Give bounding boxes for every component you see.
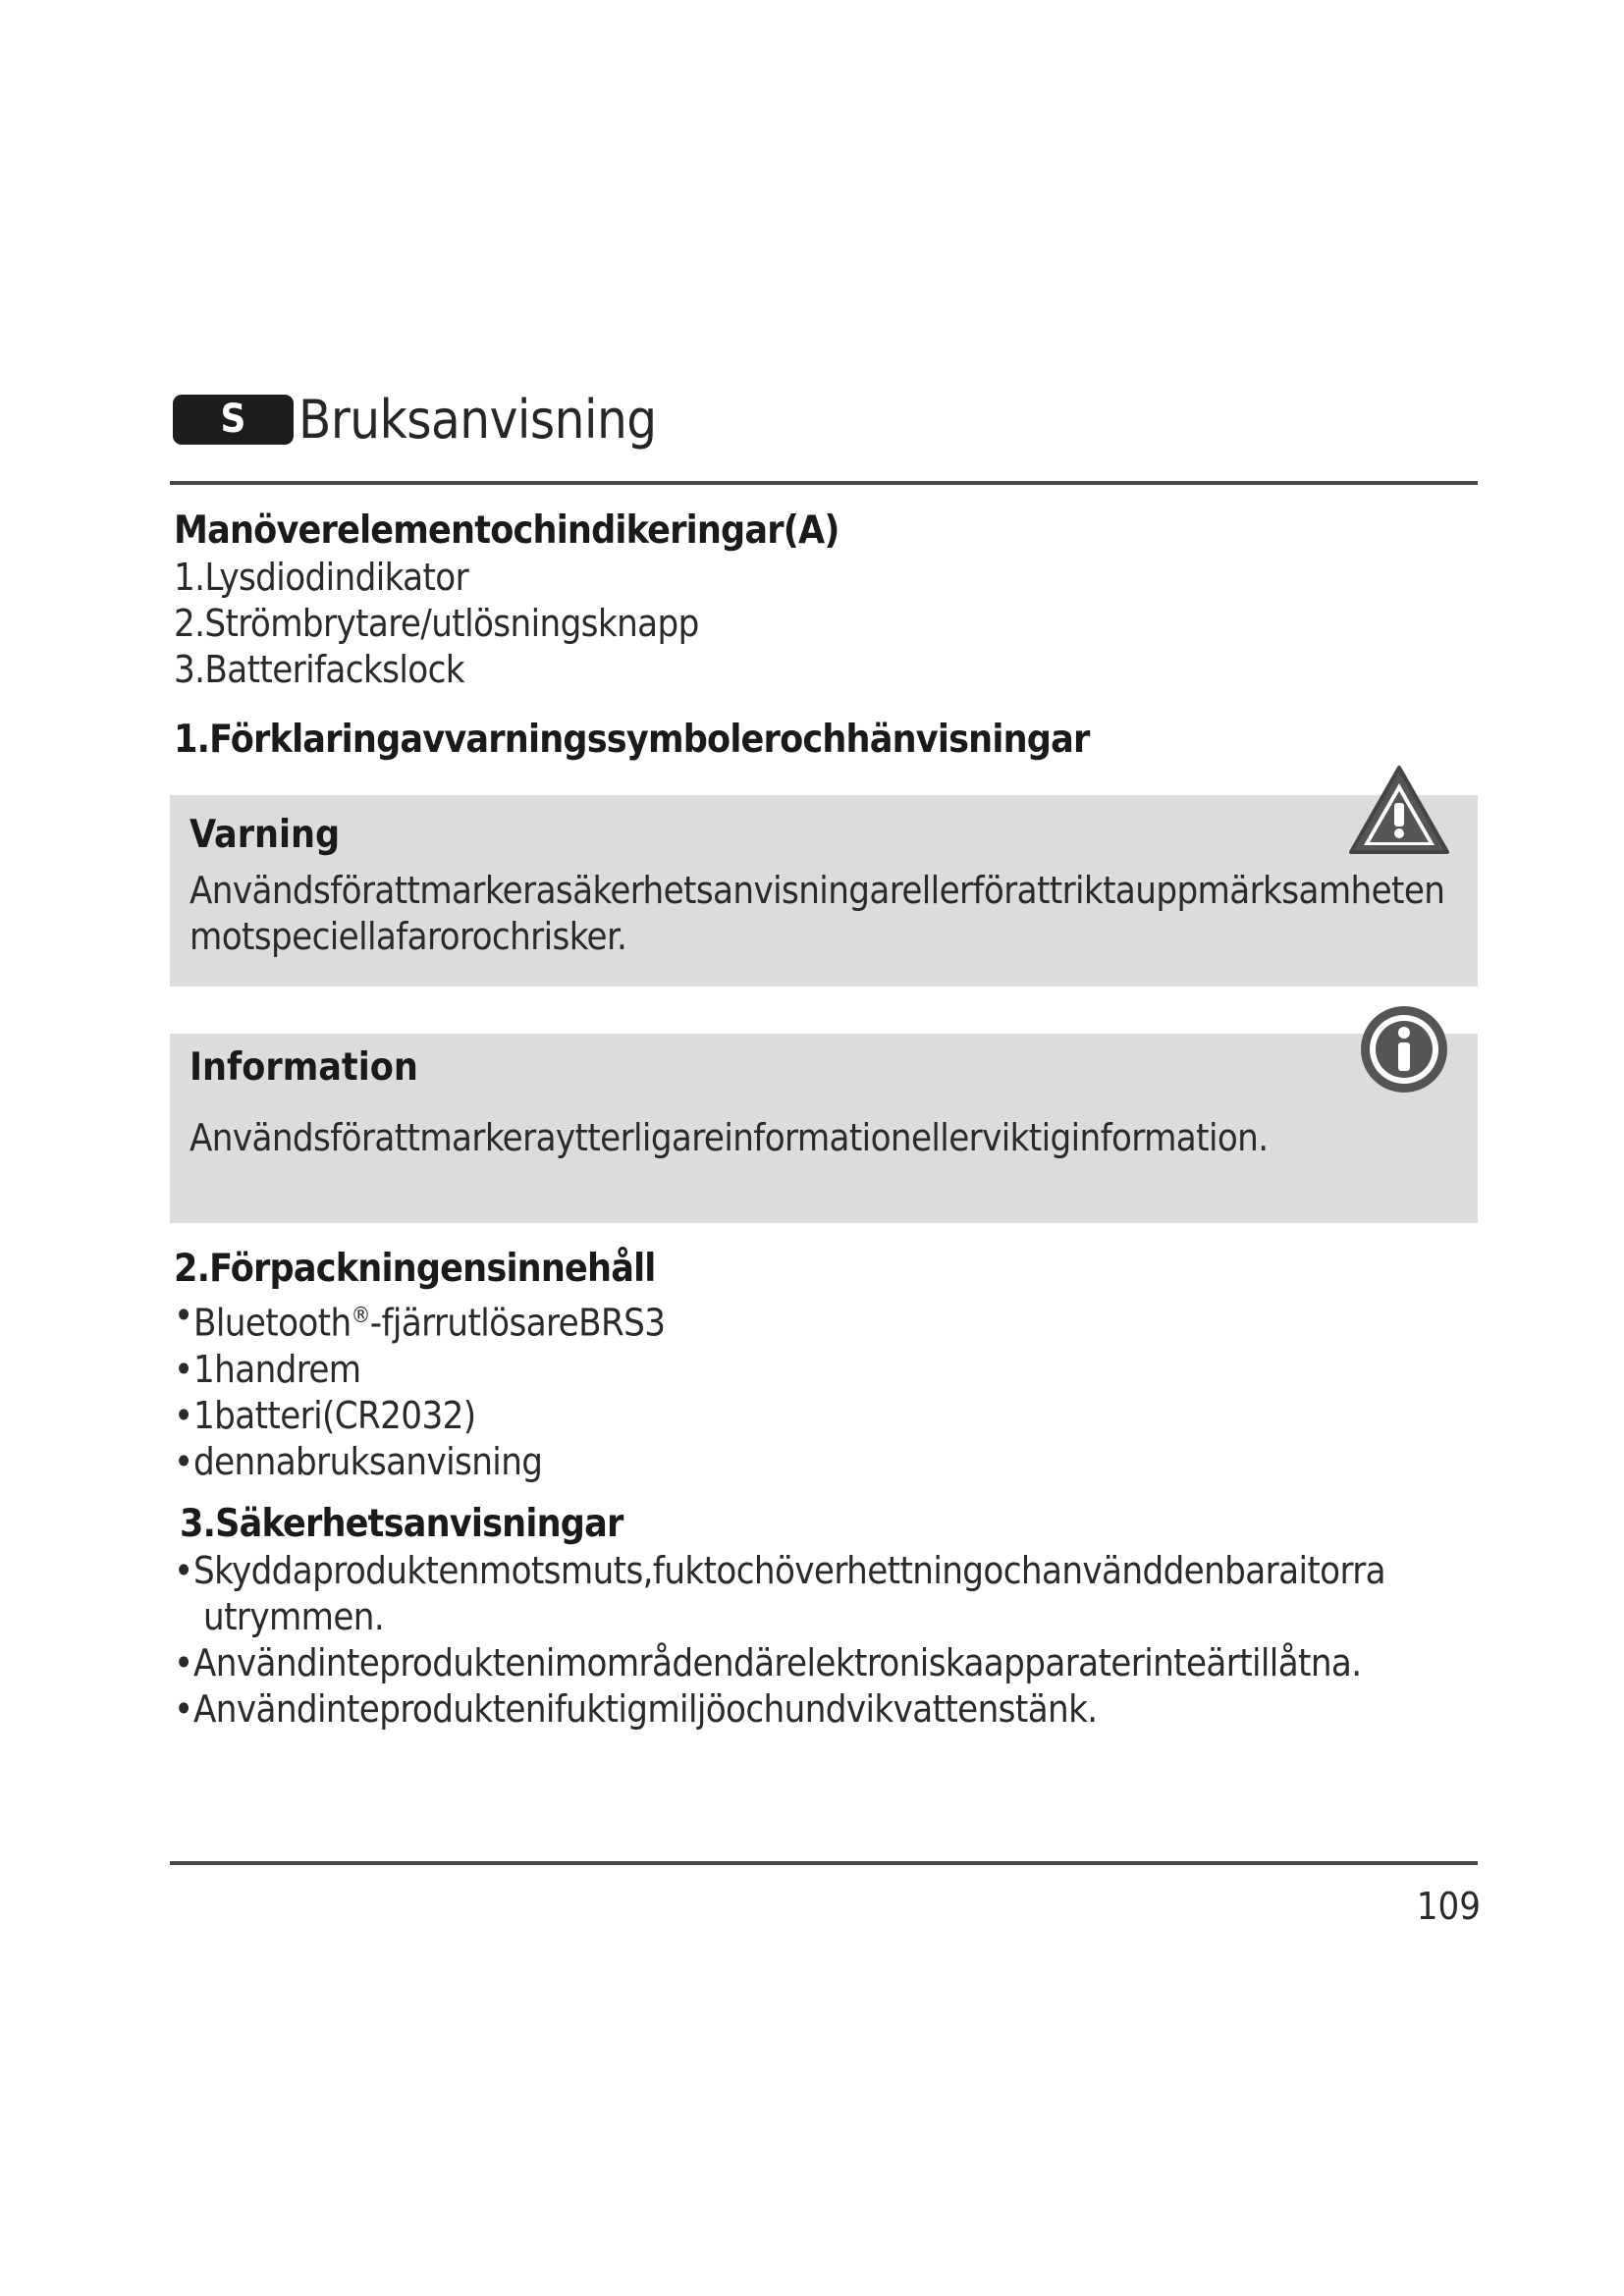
list-item xyxy=(174,1686,1352,1733)
warning-line: Användsförattmarkerasäkerhetsanvisningarellerförattriktauppmärksamheten xyxy=(189,869,1445,912)
package-section xyxy=(174,1246,1352,1485)
item-text: dennabruksanvisning xyxy=(193,1439,543,1483)
info-title: Information xyxy=(189,1045,418,1090)
warning-triangle-icon xyxy=(1347,764,1451,858)
info-circle-icon xyxy=(1358,1003,1450,1095)
document-title: Bruksanvisning xyxy=(298,389,657,451)
bullet: • xyxy=(174,1439,193,1483)
bullet: • xyxy=(174,1347,193,1391)
list-item xyxy=(174,1347,1352,1393)
list-item xyxy=(174,1439,1352,1485)
item-text: 1batteri(CR2032) xyxy=(193,1393,476,1437)
list-item: 3.Batterifackslock xyxy=(174,648,464,691)
controls-section xyxy=(174,507,1352,693)
item-text: 1handrem xyxy=(193,1347,361,1391)
list-item: 2.Strömbrytare/utlösningsknapp xyxy=(174,602,699,645)
list-item: 1.Lysdiodindikator xyxy=(174,556,469,599)
list-item xyxy=(174,1293,1352,1347)
info-text xyxy=(189,1115,1348,1161)
list-item xyxy=(174,1548,1386,1640)
item-text: Användinteproduktenimområdendärelektroniskaapparaterinteärtillåtna. xyxy=(193,1641,1362,1684)
item-text: -fjärrutlösareBRS3 xyxy=(369,1301,666,1345)
warning-line: motspeciellafarorochrisker. xyxy=(189,915,627,958)
info-line: Användsförattmarkeraytterligareinformationellerviktiginformation. xyxy=(189,1116,1269,1159)
symbols-section xyxy=(174,717,1352,764)
bullet: • xyxy=(174,1294,193,1337)
bullet: • xyxy=(174,1687,193,1731)
bullet: • xyxy=(174,1549,193,1592)
registered-mark: ® xyxy=(351,1304,370,1328)
item-text: Skyddaproduktenmotsmuts,fuktochöverhettningochanvänddenbaraitorra xyxy=(193,1549,1386,1592)
page-number: 109 xyxy=(1416,1885,1481,1928)
safety-heading: 3.Säkerhetsanvisningar xyxy=(180,1502,623,1546)
package-heading: 2.Förpackningensinnehåll xyxy=(174,1247,656,1291)
controls-heading: Manöverelementochindikeringar(A) xyxy=(174,508,839,553)
item-text: Användinteproduktenifuktigmiljöochundvikvattenstänk. xyxy=(193,1687,1098,1731)
list-item xyxy=(174,1640,1362,1686)
safety-section xyxy=(174,1501,1386,1733)
warning-box xyxy=(170,795,1478,987)
symbols-heading: 1.Förklaringavvarningssymbolerochhänvisningar xyxy=(174,718,1090,762)
footer-rule xyxy=(170,1861,1478,1865)
info-box xyxy=(170,1034,1478,1223)
language-badge: S xyxy=(173,395,294,445)
warning-title: Varning xyxy=(189,813,341,857)
item-text: utrymmen. xyxy=(203,1595,385,1638)
header-rule xyxy=(170,481,1478,485)
warning-text xyxy=(189,868,1445,960)
bullet: • xyxy=(174,1641,193,1684)
item-text: Bluetooth xyxy=(193,1301,352,1345)
bullet: • xyxy=(174,1393,193,1437)
list-item xyxy=(174,1393,1352,1439)
